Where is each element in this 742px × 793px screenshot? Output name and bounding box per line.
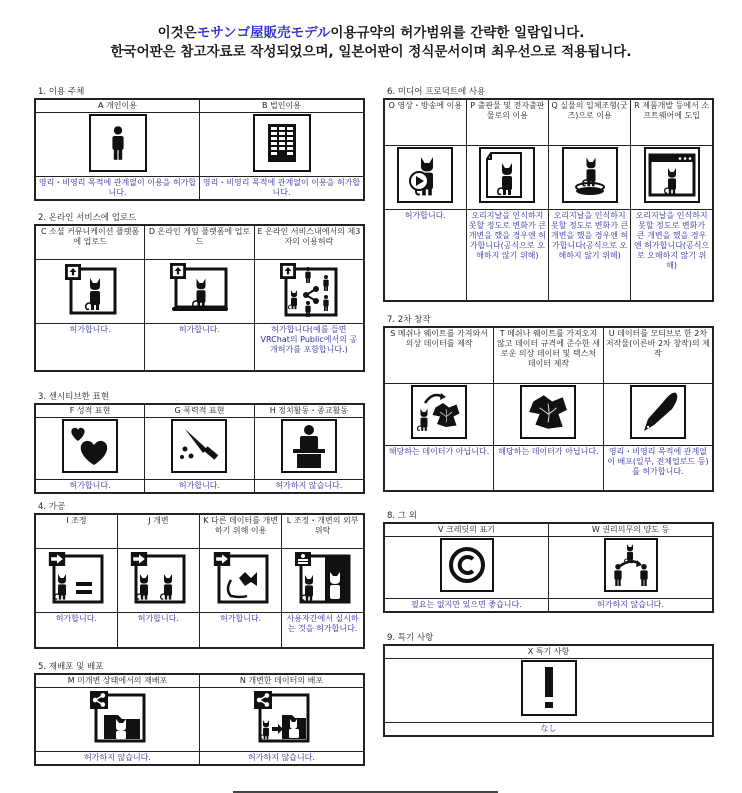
section-title: 4. 가공 [38, 502, 66, 512]
permission-text: 허가하지 않습니다. [35, 752, 200, 766]
permission-text: 필요는 없지만 있으면 좋습니다. [384, 599, 549, 613]
item-label: X 특기 사항 [384, 645, 713, 659]
adjust-icon [46, 550, 106, 609]
brand-name: モサンゴ屋販売モデル [196, 25, 331, 41]
item-label: I 조정 [35, 514, 117, 548]
section-title: 8. 그 외 [387, 511, 417, 521]
right-column [383, 86, 714, 737]
permission-table [34, 513, 365, 649]
pen-icon [630, 385, 686, 439]
section-redistribution [34, 657, 365, 766]
header-line-2: 한국어판은 참고자료로 작성되었으며, 일본어판이 정식문서이며 최우선으로 적용됩니다. [110, 44, 632, 60]
item-label: D 온라인 게임 플랫폼에 업로드 [145, 225, 255, 259]
section-title: 7. 2차 창작 [387, 315, 431, 325]
permission-text: 허가합니다. [145, 480, 255, 494]
permission-text: 허가합니다. [145, 323, 255, 371]
item-label: V 크레딧의 표기 [384, 523, 549, 537]
section-online-upload [34, 208, 365, 383]
transfer-rights-icon [604, 538, 658, 592]
permission-text: 허가합니다. [35, 612, 117, 648]
header-line-1: 이것은モサンゴ屋販売モデル이용규약의 허가범위를 간략한 일람입니다. [157, 25, 585, 41]
permission-text: 허가합니다. [200, 612, 282, 648]
permission-table [383, 98, 714, 302]
item-label: J 개변 [117, 514, 199, 548]
building-icon [253, 114, 311, 172]
permission-text: 사용자간에서 실시하는 것을 허가합니다. [282, 612, 364, 648]
permission-table [34, 673, 365, 766]
permission-text: 영리・비영리 목적에 관계없이 이용을 허가합니다. [200, 177, 365, 201]
redistribute-icon [88, 689, 148, 748]
permission-table [383, 522, 714, 613]
knife-icon [171, 419, 227, 473]
permission-text: 허가합니다. [35, 480, 145, 494]
permission-table [34, 403, 365, 494]
item-label: T 메쉬나 웨이트를 가져오지 않고 데이터 규격에 준수한 새로운 의상 데이터 및 텍스처 데이터 제작 [494, 327, 604, 383]
permission-text: 영리・비영리 목적에 관계없이 이용을 허가합니다. [35, 177, 200, 201]
section-usage-subject [34, 86, 365, 208]
section-sensitive-expression [34, 383, 365, 497]
section-special-notes [383, 624, 714, 737]
item-label: W 권리의무의 양도 등 [549, 523, 714, 537]
section-title: 9. 특기 사항 [387, 633, 434, 643]
item-label: H 정치활동・종교활동 [254, 404, 364, 418]
modify-icon [128, 550, 188, 609]
footer-divider [233, 791, 498, 793]
item-label: B 법인이용 [200, 99, 365, 113]
section-title: 3. 센시티브한 표현 [38, 392, 109, 402]
podium-icon [281, 419, 337, 473]
permission-text: 오리지날을 인식하지 못할 정도로 변화가 큰 개변을 했을 경우엔 허가합니다(공식으로 오해하지 않기 위해) [631, 209, 713, 301]
item-label: U 데이터를 모티브로 한 2차 저작물(이른바 2차 창작)의 제작 [603, 327, 713, 383]
copyright-icon [440, 538, 494, 592]
outsource-icon [293, 550, 353, 609]
permission-table [383, 644, 714, 737]
item-label: Q 실물의 입체조형(굿즈)으로 이용 [549, 99, 631, 145]
figure-icon [562, 147, 618, 203]
permission-text: なし [384, 723, 713, 737]
item-label: S 메쉬나 웨이트를 가져와서 의상 데이터를 제작 [384, 327, 494, 383]
item-label: L 조정・개변의 외부위탁 [282, 514, 364, 548]
item-label: O 영상・방송에 이용 [384, 99, 466, 145]
clothing-new-icon [520, 385, 576, 439]
item-label: K 다른 데이터를 개변하기 위해 이용 [200, 514, 282, 548]
item-label: F 성적 표현 [35, 404, 145, 418]
publication-icon [479, 147, 535, 203]
upload-social-icon [61, 261, 119, 322]
item-label: G 폭력적 표현 [145, 404, 255, 418]
permission-text: 오리지날을 인식하지 못할 정도로 변화가 큰 개변을 했을 경우엔 허가합니다(공식으로 오해하지 않기 위해) [549, 209, 631, 301]
section-title: 2. 온라인 서비스에 업로드 [38, 213, 137, 223]
permission-text: 허가하지 않습니다. [254, 480, 364, 494]
person-icon [89, 114, 147, 172]
clothing-from-mesh-icon [411, 385, 467, 439]
section-derivative-works [383, 312, 714, 504]
permission-text: 해당하는 데이터가 아닙니다. [494, 445, 604, 491]
software-icon [644, 147, 700, 203]
share-third-party-icon [278, 261, 340, 322]
permission-text: 허가합니다. [117, 612, 199, 648]
permission-text: 오리지날을 인식하지 못할 정도로 변화가 큰 개변을 했을 경우엔 허가합니다(공식으로 오해하지 않기 위해) [466, 209, 548, 301]
section-others [383, 504, 714, 624]
item-label: A 개인이용 [35, 99, 200, 113]
permission-text: 허가합니다. [35, 323, 145, 371]
section-processing [34, 497, 365, 657]
permission-text: 허가하지 않습니다. [549, 599, 714, 613]
section-media-products [383, 86, 714, 312]
page-header [0, 24, 742, 62]
permission-text: 허가합니다(예를 들면 VRChat의 Public에서의 공개허가를 포함합니다.) [254, 323, 364, 371]
section-title: 5. 재배포 및 배포 [38, 662, 104, 672]
permission-text: 허가합니다. [384, 209, 466, 301]
permission-text: 영리・비영리 목적에 관계없이 배포(일부, 전체업로드 등)를 허가합니다. [603, 445, 713, 491]
section-title: 1. 이용 주체 [38, 87, 85, 97]
permission-table [34, 224, 365, 372]
section-title: 6. 미디어 프로덕트에 사용 [387, 87, 486, 97]
left-column [34, 86, 365, 766]
item-label: P 출판물 및 전자출판물로의 이용 [466, 99, 548, 145]
item-label: N 개변한 데이터의 배포 [200, 674, 365, 688]
distribute-modified-icon [252, 689, 312, 748]
item-label: C 소셜 커뮤니케이션 플랫폼에 업로드 [35, 225, 145, 259]
permission-text: 허가하지 않습니다. [200, 752, 365, 766]
permission-text: 해당하는 데이터가 아닙니다. [384, 445, 494, 491]
item-label: R 제품개발 등에서 소프트웨어에 도입 [631, 99, 713, 145]
use-for-other-icon [211, 550, 271, 609]
permission-table [34, 98, 365, 201]
item-label: E 온라인 서비스내에서의 제3자의 이용허락 [254, 225, 364, 259]
exclamation-icon [521, 660, 577, 716]
upload-game-icon [168, 261, 230, 322]
permission-table [383, 326, 714, 492]
hearts-icon [62, 419, 118, 473]
video-icon [397, 147, 453, 203]
item-label: M 미개변 상태에서의 재배포 [35, 674, 200, 688]
